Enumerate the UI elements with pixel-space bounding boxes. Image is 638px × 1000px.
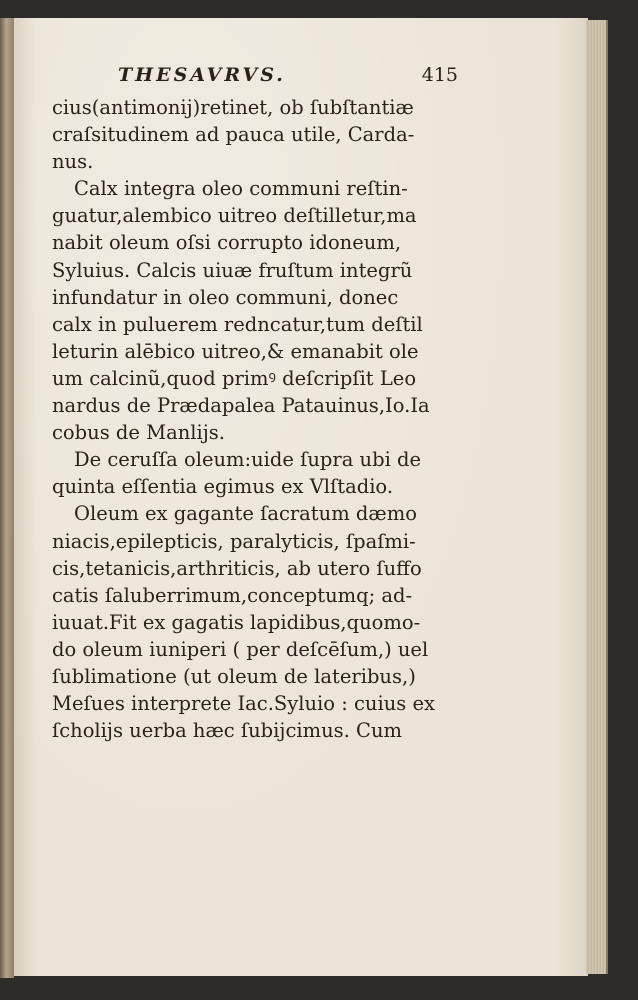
text-line: De ceruſſa oleum:uide ſupra ubi de [74, 448, 422, 472]
text-line: infundatur in oleo communi, donec [52, 285, 399, 309]
text-line: leturin alēbico uitreo,& emanabit ole [52, 339, 419, 363]
text-line: um calcinũ,quod primꝰ deſcripſit Leo [52, 366, 417, 390]
page-text [52, 64, 458, 744]
text-line: quinta eſſentia egimus ex Vlſtadio. [52, 475, 394, 499]
text-line: Oleum ex gagante ſacratum dæmo [74, 502, 417, 526]
body-text [52, 94, 458, 744]
text-line: cius(antimonij)retinet, ob ſubſtantiæ [52, 96, 414, 119]
text-line: ſcholijs uerba hæc ſubijcimus. Cum [52, 719, 403, 743]
running-header [52, 64, 458, 94]
text-line: craſsitudinem ad pauca utile, Carda- [52, 123, 415, 147]
text-line: Syluius. Calcis uiuæ fruſtum integrũ [52, 258, 413, 282]
text-line: catis ſaluberrimum,conceptumq; ad- [52, 583, 413, 607]
text-line: iuuat.Fit ex gagatis lapidibus,quomo- [52, 610, 421, 634]
text-line: ſublimatione (ut oleum de lateribus,) [52, 664, 416, 688]
text-line: Calx integra oleo communi reſtin- [74, 177, 408, 201]
running-title: THESAVRVS. [118, 64, 286, 86]
text-line: nabit oleum oſsi corrupto idoneum, [52, 231, 402, 255]
text-line: cis,tetanicis,arthriticis, ab utero ſuffo [52, 556, 422, 580]
text-line: Meſues interprete Iac.Syluio : cuius ex [52, 692, 436, 716]
page-number: 415 [421, 64, 458, 86]
text-line: cobus de Manlijs. [52, 421, 226, 445]
gutter-edge [0, 18, 14, 978]
text-line: do oleum iuniperi ( per deſcēſum,) uel [52, 637, 429, 661]
text-line: nus. [52, 150, 94, 174]
text-line: nardus de Prædapalea Patauinus,Io.Ia [52, 394, 430, 418]
text-line: niacis,epilepticis, paralyticis, ſpaſmi- [52, 529, 416, 553]
page-fore-edge [586, 20, 608, 974]
text-line: guatur,alembico uitreo deſtilletur,ma [52, 204, 417, 228]
text-line: calx in puluerem redncatur,tum deſtil [52, 312, 423, 336]
